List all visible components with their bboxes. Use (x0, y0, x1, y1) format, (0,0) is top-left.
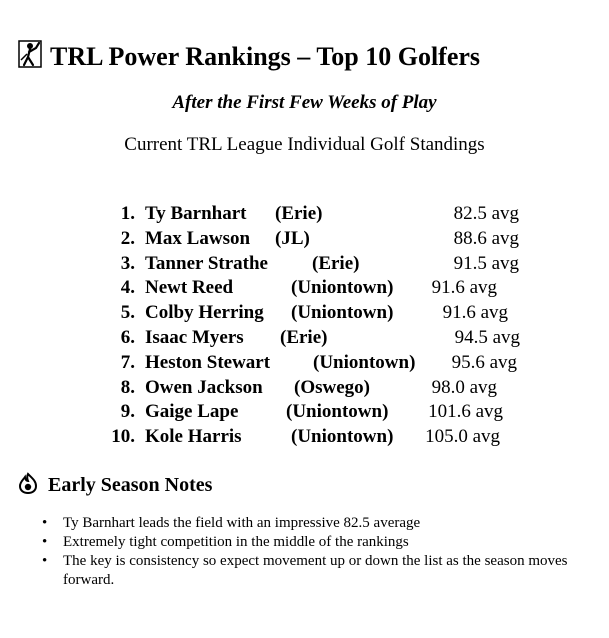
ranking-row (0, 277, 609, 302)
page-subtitle: After the First Few Weeks of Play (172, 92, 437, 113)
golfer-school: (Uniontown) (313, 351, 416, 373)
golfer-average: 91.6 avg (442, 302, 508, 324)
golfer-average: 88.6 avg (453, 227, 519, 249)
golfer-average: 94.5 avg (454, 327, 520, 348)
note-item: • The key is consistency so expect movement up or down the list as the season moves forward. (40, 552, 595, 590)
standings-heading: Current TRL League Individual Golf Standings (124, 134, 485, 155)
golf-ball-flame-icon (18, 472, 38, 500)
golfer-school: (Uniontown) (291, 426, 394, 448)
note-item: • Ty Barnhart leads the field with an impressive 82.5 average (40, 514, 595, 533)
golfer-name: Newt Reed (145, 277, 234, 299)
ranking-row (0, 327, 609, 352)
golfer-icon (18, 40, 42, 75)
ranking-row (0, 253, 609, 278)
golfer-school: (Uniontown) (291, 277, 394, 299)
golfer-average: 101.6 avg (428, 401, 503, 423)
golfer-average: 95.6 avg (451, 351, 517, 373)
golfer-school: (Erie) (312, 252, 360, 274)
ranking-row (0, 377, 609, 402)
rank-number: 5. (120, 302, 135, 324)
golfer-name: Isaac Myers (145, 327, 244, 348)
golfer-school: (Uniontown) (291, 302, 394, 324)
rank-number: 8. (120, 376, 135, 398)
notes-heading-text: Early Season Notes (48, 474, 213, 496)
rank-number: 4. (120, 277, 135, 299)
ranking-row (0, 426, 609, 451)
golfer-average: 105.0 avg (425, 426, 500, 448)
golfer-school: (Uniontown) (286, 401, 389, 423)
golfer-average: 91.5 avg (453, 252, 519, 274)
page-title (18, 40, 480, 75)
golfer-name: Heston Stewart (145, 351, 271, 373)
rank-number: 6. (120, 327, 135, 348)
rank-number: 10. (111, 426, 135, 448)
rank-number: 1. (120, 203, 135, 224)
notes-list (40, 514, 595, 590)
rank-number: 2. (120, 227, 135, 249)
golfer-school: (JL) (275, 227, 310, 249)
golfer-name: Gaige Lape (145, 401, 239, 423)
golfer-name: Ty Barnhart (145, 203, 247, 224)
golfer-school: (Oswego) (294, 376, 370, 398)
golfer-school: (Erie) (275, 203, 323, 224)
golfer-average: 82.5 avg (453, 203, 519, 224)
golfer-name: Kole Harris (145, 426, 242, 448)
rank-number: 7. (120, 351, 135, 373)
ranking-row (0, 203, 609, 228)
golfer-name: Tanner Strathe (145, 252, 268, 274)
ranking-row (0, 352, 609, 377)
golfer-name: Owen Jackson (145, 376, 263, 398)
golfer-average: 98.0 avg (431, 376, 497, 398)
golfer-name: Max Lawson (145, 227, 251, 249)
note-item: • Extremely tight competition in the middle of the rankings (40, 533, 595, 552)
golfer-name: Colby Herring (145, 302, 264, 324)
ranking-row (0, 302, 609, 327)
title-text: TRL Power Rankings – Top 10 Golfers (50, 42, 481, 71)
rank-number: 9. (120, 401, 135, 423)
rank-number: 3. (120, 252, 135, 274)
golfer-average: 91.6 avg (431, 277, 497, 299)
ranking-row (0, 401, 609, 426)
golfer-school: (Erie) (280, 327, 328, 348)
notes-heading (18, 472, 212, 500)
ranking-row (0, 228, 609, 253)
